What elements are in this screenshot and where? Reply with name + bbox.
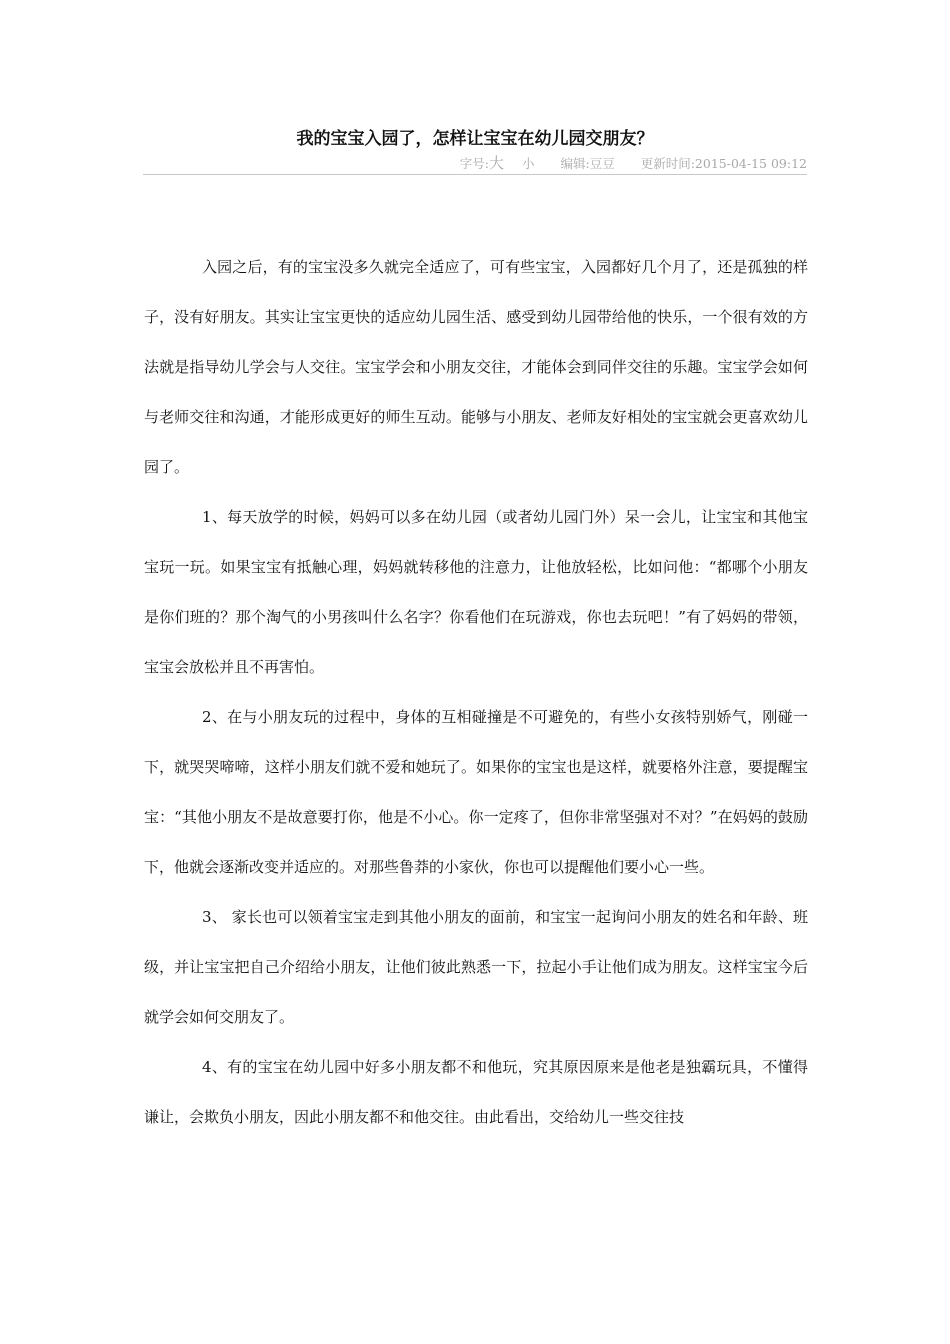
font-size-small-link[interactable]: 小 — [521, 156, 535, 171]
article-meta — [143, 154, 807, 173]
paragraph-tip-1: 1、每天放学的时候，妈妈可以多在幼儿园（或者幼儿园门外）呆一会儿，让宝宝和其他宝宝玩一玩。如果宝宝有抵触心理，妈妈就转移他的注意力，让他放轻松，比如问他：“都哪个小朋友是你们班的？那个淘气的小男孩叫什么名字？你看他们在玩游戏，你也去玩吧！”有了妈妈的带领，宝宝会放松并且不再害怕。 — [144, 508, 808, 676]
font-size-label: 字号: — [459, 156, 489, 171]
paragraph-tip-3: 3、 家长也可以领着宝宝走到其他小朋友的面前，和宝宝一起询问小朋友的姓名和年龄、班级，并让宝宝把自己介绍给小朋友，让他们彼此熟悉一下，拉起小手让他们成为朋友。这样宝宝今后就学会如何交朋友了。 — [144, 908, 808, 1026]
paragraph-intro: 入园之后，有的宝宝没多久就完全适应了，可有些宝宝，入园都好几个月了，还是孤独的样子，没有好朋友。其实让宝宝更快的适应幼儿园生活、感受到幼儿园带给他的快乐，一个很有效的方法就是指导幼儿学会与人交往。宝宝学会和小朋友交往，才能体会到同伴交往的乐趣。宝宝学会如何与老师交往和沟通，才能形成更好的师生互动。能够与小朋友、老师友好相处的宝宝就会更喜欢幼儿园了。 — [144, 258, 808, 476]
paragraph-tip-2: 2、在与小朋友玩的过程中，身体的互相碰撞是不可避免的，有些小女孩特别娇气，刚碰一下，就哭哭啼啼，这样小朋友们就不爱和她玩了。如果你的宝宝也是这样，就要格外注意，要提醒宝宝：“其他小朋友不是故意要打你，他是不小心。你一定疼了，但你非常坚强对不对？”在妈妈的鼓励下，他就会逐渐改变并适应的。对那些鲁莽的小家伙，你也可以提醒他们要小心一些。 — [144, 708, 808, 876]
update-time: 更新时间:2015-04-15 09:12 — [640, 156, 807, 171]
font-size-large-link[interactable]: 大 — [488, 154, 504, 172]
article-body — [144, 242, 808, 1142]
editor-label: 编辑:豆豆 — [560, 156, 615, 171]
paragraph-tip-4: 4、有的宝宝在幼儿园中好多小朋友都不和他玩，究其原因原来是他老是独霸玩具，不懂得谦让，会欺负小朋友，因此小朋友都不和他交往。由此看出，交给幼儿一些交往技 — [144, 1058, 808, 1126]
title-divider — [143, 174, 807, 175]
article-title: 我的宝宝入园了，怎样让宝宝在幼儿园交朋友？ — [296, 129, 654, 149]
